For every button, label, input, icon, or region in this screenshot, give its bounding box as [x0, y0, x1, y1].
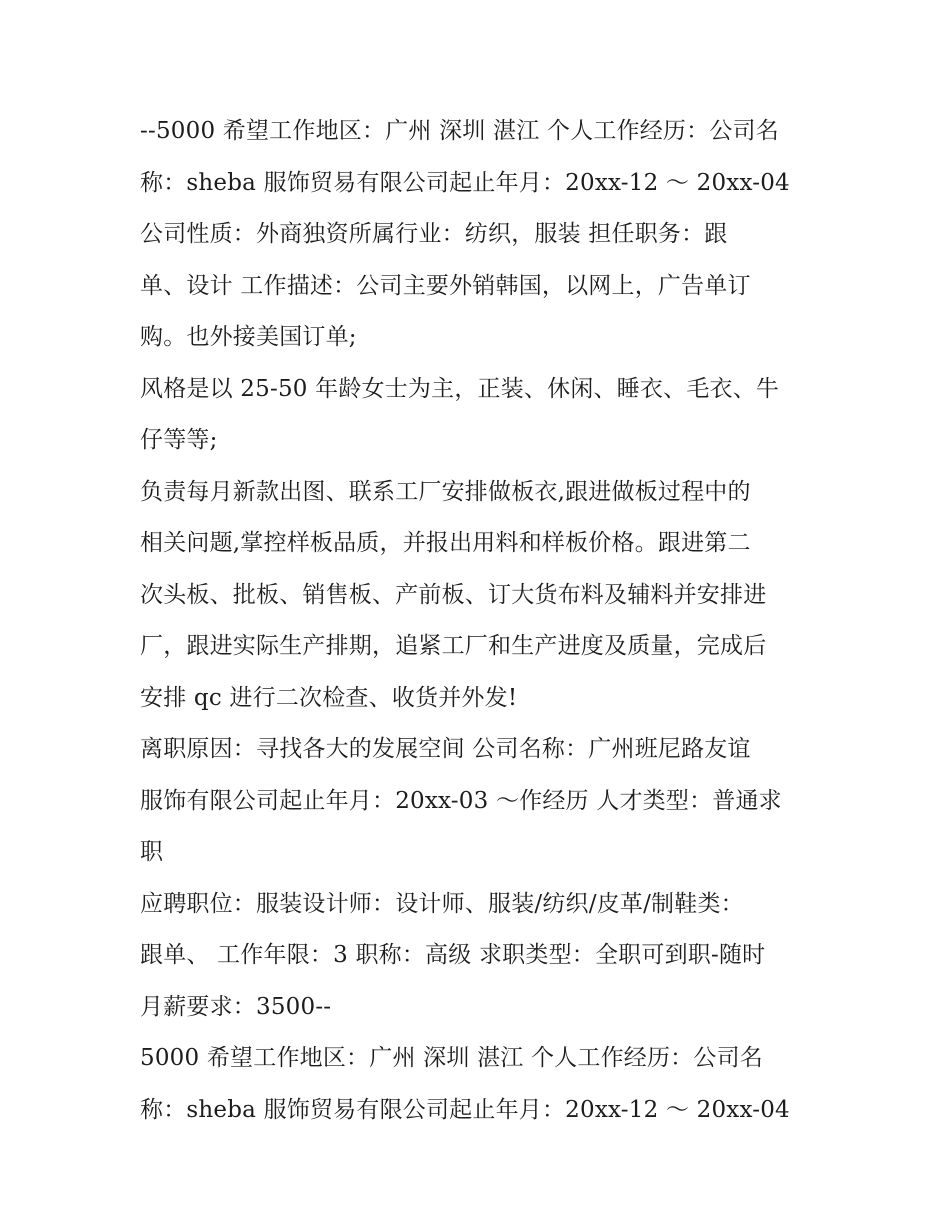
text-line: 称：sheba 服饰贸易有限公司起止年月：20xx-12 ～ 20xx-04 [140, 1096, 790, 1123]
text-line: 安排 qc 进行二次检查、收货并外发! [140, 684, 518, 711]
text-line: 公司性质：外商独资所属行业：纺织，服装 担任职务：跟 [140, 221, 728, 247]
text-line: 服饰有限公司起止年月：20xx-03 ～作经历 人才类型：普通求 [140, 787, 782, 814]
text-line: 应聘职位：服装设计师：设计师、服装/纺织/皮革/制鞋类： [140, 890, 744, 917]
text-line: 厂，跟进实际生产排期，追紧工厂和生产进度及质量，完成后 [140, 633, 767, 659]
text-line: --5000 希望工作地区：广州 深圳 湛江 个人工作经历：公司名 [140, 118, 779, 144]
text-line: 相关问题,掌控样板品质，并报出用料和样板价格。跟进第二 [140, 530, 751, 556]
text-line: 离职原因：寻找各大的发展空间 公司名称：广州班尼路友谊 [140, 736, 751, 762]
text-line: 风格是以 25-50 年龄女士为主，正装、休闲、睡衣、毛衣、牛 [140, 375, 780, 402]
text-line: 单、设计 工作描述：公司主要外销韩国，以网上，广告单订 [140, 272, 751, 299]
text-line: 职 [140, 839, 164, 865]
text-line: 5000 希望工作地区：广州 深圳 湛江 个人工作经历：公司名 [140, 1045, 763, 1071]
text-line: 跟单、 工作年限：3 职称：高级 求职类型：全职可到职-随时 [140, 942, 766, 968]
text-line: 月薪要求：3500-- [140, 993, 332, 1020]
document-body [140, 106, 820, 1136]
text-line: 购。也外接美国订单; [140, 324, 357, 350]
text-line: 称：sheba 服饰贸易有限公司起止年月：20xx-12 ～ 20xx-04 [140, 169, 790, 196]
text-line: 次头板、批板、销售板、产前板、订大货布料及辅料并安排进 [140, 581, 767, 608]
text-line: 负责每月新款出图、联系工厂安排做板衣,跟进做板过程中的 [140, 478, 751, 505]
text-line: 仔等等; [140, 427, 218, 453]
